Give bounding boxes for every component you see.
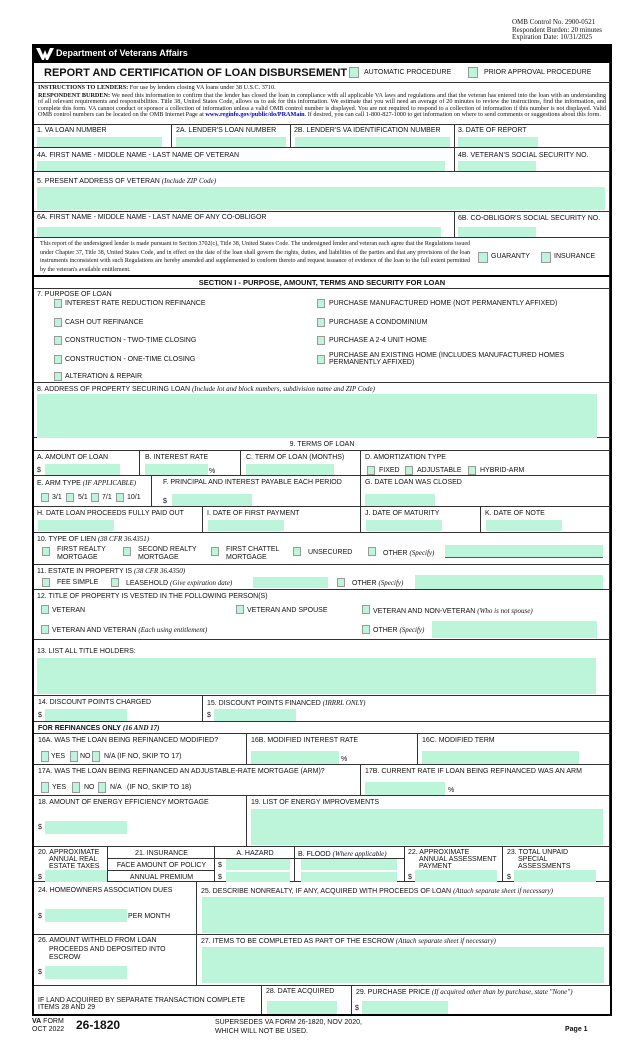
17a-no-checkbox[interactable] [72, 782, 80, 793]
escrow-amount-label [38, 937, 166, 963]
dollar-sign: $ [38, 824, 42, 831]
flood-hint: (Where applicable) [332, 850, 387, 858]
veteran-nonveteran-hint: (Who is not spouse) [477, 607, 533, 615]
arm-type-hint: (IF APPLICABLE) [82, 479, 137, 487]
estate-other-text: OTHER [352, 580, 377, 587]
purpose-label: 7. PURPOSE OF LOAN [37, 291, 112, 298]
16a-na-label [104, 753, 181, 761]
page-number: Page 1 [565, 1026, 588, 1033]
leasehold-text: LEASEHOLD [126, 580, 169, 587]
lender-va-id-label: 2B. LENDER'S VA IDENTIFICATION NUMBER [294, 127, 441, 134]
attach-hint: (Attach separate sheet if necessary) [453, 887, 553, 895]
leasehold-checkbox[interactable] [111, 578, 119, 587]
alteration-repair-checkbox[interactable] [54, 372, 62, 381]
veteran-address-label-text: 5. PRESENT ADDRESS OF VETERAN [37, 178, 160, 185]
16a-yes-checkbox[interactable] [41, 751, 49, 762]
veteran-veteran-hint: (Each using entitlement) [138, 626, 208, 634]
16a-no-checkbox[interactable] [70, 751, 78, 762]
16a-na-checkbox[interactable] [92, 751, 100, 762]
veteran-nonveteran-checkbox[interactable] [362, 605, 370, 614]
nonrealty-label [201, 887, 553, 896]
paid-out-label: H. DATE LOAN PROCEEDS FULLY PAID OUT [37, 510, 184, 517]
form-id [32, 1018, 64, 1034]
veteran-checkbox[interactable] [41, 605, 49, 614]
skip-17-text: (IF NO, SKIP TO 17) [117, 753, 182, 760]
current-arm-rate-label: 17B. CURRENT RATE IF LOAN BEING REFINANCED WAS AN ARM [365, 768, 582, 775]
estate-other-input[interactable] [415, 575, 603, 589]
energy-improvements-input[interactable] [251, 809, 603, 845]
purchase-price-label [356, 988, 573, 997]
burden-lead: RESPONDENT BURDEN: [38, 91, 111, 99]
supersedes-note [215, 1018, 362, 1036]
veteran-ssn-label: 4B. VETERAN'S SOCIAL SECURITY NO. [458, 152, 589, 159]
land-line-1: IF LAND ACQUIRED BY SEPARATE TRANSACTION COMPLETE [38, 997, 246, 1004]
arm-10-1-checkbox[interactable] [116, 493, 124, 502]
cash-out-checkbox[interactable] [54, 318, 62, 327]
footer-form: FORM [43, 1018, 64, 1025]
construction-two-time-checkbox[interactable] [54, 336, 62, 345]
manufactured-home-label: PURCHASE MANUFACTURED HOME (NOT PERMANENTLY AFFIXED) [329, 300, 558, 307]
title-holders-label: 13. LIST ALL TITLE HOLDERS: [37, 648, 136, 655]
taxes-line-1: 20. APPROXIMATE [38, 849, 100, 856]
property-address-label-text: 8. ADDRESS OF PROPERTY SECURING LOAN [37, 386, 191, 393]
escrow-line-3: ESCROW [49, 954, 81, 961]
discount-financed-label [207, 699, 366, 708]
escrow-line-2: PROCEEDS AND DEPOSITED INTO [49, 945, 166, 953]
interest-rate-label: B. INTEREST RATE [145, 454, 209, 461]
property-address-input[interactable] [37, 394, 597, 438]
second-realty-checkbox[interactable] [123, 547, 131, 556]
first-payment-input[interactable] [208, 520, 284, 531]
refi-modified-label: 16A. WAS THE LOAN BEING REFINANCED MODIFIED? [38, 737, 219, 744]
assessment-line-1: 22. APPROXIMATE [408, 849, 470, 856]
burden-text: We need this information to confirm that the lender has closed the loan in compliance with all applicable VA laws and regulations and that the veteran has entered into the loan with an understanding of all relevant requirements and responsibilities. Title 38, United States Code, allows us to ask for this information. We estimate that you will need an average of 20 minutes to review the instructions, find the information, and complete this form. VA cannot conduct or sponsor a collection of information unless a valid OMB control number is displayed. You are not required to respond to a collection of information if this number is not displayed. Valid OMB control numbers can be located on the OMB Internet Page at [38, 91, 606, 119]
adjustable-checkbox[interactable] [405, 466, 413, 475]
principal-interest-input[interactable] [172, 494, 252, 506]
agency-name: Department of Veterans Affairs [56, 48, 188, 58]
purchase-price-hint: (If acquired other than by purchase, state "None") [431, 988, 573, 996]
two-four-unit-label: PURCHASE A 2-4 UNIT HOME [329, 337, 427, 344]
hybrid-arm-checkbox[interactable] [468, 466, 476, 475]
assessment-input[interactable] [415, 870, 497, 882]
title-other-input[interactable] [432, 621, 597, 638]
arm-7-1-checkbox[interactable] [91, 493, 99, 502]
dollar-sign: $ [37, 467, 41, 474]
16a-no-label: NO [80, 753, 91, 760]
paid-out-input[interactable] [38, 520, 114, 531]
discount-charged-label: 14. DISCOUNT POINTS CHARGED [38, 699, 152, 706]
lien-label-text: 10. TYPE OF LIEN [37, 536, 97, 543]
veteran-ssn-input[interactable] [458, 161, 536, 171]
flood-face-input[interactable] [301, 859, 397, 870]
skip-18-text: (IF NO, SKIP TO 18) [127, 784, 192, 791]
section-1-title: SECTION I - PURPOSE, AMOUNT, TERMS AND SECURITY FOR LOAN [198, 278, 446, 287]
estate-hint: (38 CFR 36.4350) [134, 567, 186, 575]
escrow-amount-input[interactable] [45, 966, 127, 979]
escrow-items-text: 27. ITEMS TO BE COMPLETED AS PART OF THE ESCROW [201, 938, 394, 945]
percent-sign: % [209, 468, 216, 475]
omb-expiration: Expiration Date: 10/31/2025 [512, 33, 593, 41]
per-month-label: PER MONTH [128, 913, 170, 920]
hybrid-arm-label: HYBRID-ARM [480, 467, 525, 474]
specify-hint: (Specify) [409, 549, 435, 557]
insurance-checkbox[interactable] [541, 252, 551, 263]
lien-other-input[interactable] [445, 545, 603, 558]
17a-yes-checkbox[interactable] [41, 782, 49, 793]
existing-home-line-1: PURCHASE AN EXISTING HOME (INCLUDES MANUFACTURED HOMES [329, 352, 565, 359]
lender-va-id-input[interactable] [295, 137, 450, 147]
taxes-label [38, 849, 99, 870]
refinance-label [38, 724, 160, 733]
form-title: REPORT AND CERTIFICATION OF LOAN DISBURSEMENT [44, 67, 348, 79]
special-line-1: 23. TOTAL UNPAID [507, 849, 569, 856]
pra-link[interactable]: www.reginfo.gov/public/do/PRAMain [205, 111, 305, 119]
taxes-input[interactable] [45, 870, 107, 882]
assessment-line-2: ANNUAL ASSESSMENT [419, 856, 497, 863]
nonrealty-input[interactable] [202, 897, 604, 933]
amount-label: A. AMOUNT OF LOAN [37, 454, 109, 461]
discount-financed-text: 15. DISCOUNT POINTS FINANCED [207, 700, 321, 707]
fixed-checkbox[interactable] [367, 466, 375, 475]
percent-sign: % [341, 756, 348, 763]
veteran-spouse-label: VETERAN AND SPOUSE [247, 607, 328, 614]
instructions-text: For use by lenders closing VA loans under 38 U.S.C. 3710. [129, 84, 276, 91]
instructions [38, 85, 606, 119]
veteran-name-input[interactable] [37, 161, 445, 171]
alteration-repair-label: ALTERATION & REPAIR [65, 373, 143, 380]
purchase-price-input[interactable] [362, 1001, 448, 1014]
refinance-hint: (16 AND 17) [122, 724, 160, 732]
estate-label [37, 567, 185, 576]
specify-hint: (Specify) [399, 626, 425, 634]
existing-home-line-2: PERMANENTLY AFFIXED) [329, 359, 415, 366]
va-loan-number-label: 1. VA LOAN NUMBER [37, 127, 107, 134]
annual-premium-label: ANNUAL PREMIUM [129, 874, 194, 881]
date-acquired-input[interactable] [267, 1001, 337, 1014]
date-of-report-input[interactable] [458, 137, 538, 147]
omb-control: OMB Control No. 2900-0521 [512, 18, 596, 26]
insurance-label: INSURANCE [554, 253, 596, 260]
fee-simple-label: FEE SIMPLE [57, 579, 99, 586]
supersedes-line-1: SUPERSEDES VA FORM 26-1820, NOV 2020, [215, 1019, 362, 1026]
existing-home-checkbox[interactable] [317, 355, 325, 364]
irrrl-checkbox[interactable] [54, 299, 62, 308]
title-other-checkbox[interactable] [362, 625, 370, 634]
current-arm-rate-input[interactable] [365, 782, 445, 795]
dollar-sign: $ [38, 913, 42, 920]
arm-7-1-label: 7/1 [102, 494, 112, 501]
supersedes-line-2: WHICH WILL NOT BE USED. [215, 1028, 308, 1035]
energy-mortgage-input[interactable] [45, 821, 127, 834]
condominium-checkbox[interactable] [317, 318, 325, 327]
assessment-label [408, 849, 497, 870]
17a-yes-label: YES [52, 784, 67, 791]
escrow-items-label [201, 937, 496, 946]
interest-rate-input[interactable] [145, 464, 208, 475]
lien-label [37, 535, 149, 544]
date-acquired-label: 28. DATE ACQUIRED [266, 988, 335, 995]
burden-end: . If desired, you can call 1-800-827-1000 to get information on where to send comments or suggestions about this form. [304, 111, 601, 119]
prior-approval-label: PRIOR APPROVAL PROCEDURE [484, 69, 592, 76]
irrrl-label: INTEREST RATE REDUCTION REFINANCE [65, 300, 206, 307]
title-other-label [373, 626, 424, 635]
discount-financed-input[interactable] [214, 709, 296, 721]
veteran-address-hint: (Include ZIP Code) [161, 177, 217, 185]
dollar-sign: $ [507, 874, 511, 881]
date-closed-input[interactable] [365, 494, 435, 506]
first-payment-label: I. DATE OF FIRST PAYMENT [207, 510, 300, 517]
footer-va: VA [32, 1018, 42, 1025]
taxes-line-2: ANNUAL REAL [49, 856, 98, 863]
first-chattel-label [226, 546, 279, 562]
hoa-dues-label: 24. HOMEOWNERS ASSOCIATION DUES [38, 887, 173, 894]
dollar-sign: $ [38, 874, 42, 881]
dollar-sign: $ [38, 969, 42, 976]
principal-interest-label: F. PRINCIPAL AND INTEREST PAYABLE EACH PERIOD [163, 479, 342, 486]
energy-mortgage-label: 18. AMOUNT OF ENERGY EFFICIENCY MORTGAGE [38, 799, 209, 806]
construction-one-time-checkbox[interactable] [54, 355, 62, 364]
arm-3-1-checkbox[interactable] [41, 493, 49, 502]
estate-other-label [352, 579, 403, 588]
dollar-sign: $ [163, 498, 167, 505]
taxes-line-3: ESTATE TAXES [49, 863, 100, 870]
16a-yes-label: YES [51, 753, 66, 760]
dollar-sign: $ [408, 874, 412, 881]
modified-term-input[interactable] [422, 751, 579, 764]
insurance-label: 21. INSURANCE [135, 850, 188, 857]
hazard-label: A. HAZARD [236, 850, 274, 857]
estate-other-checkbox[interactable] [337, 578, 345, 587]
first-realty-label [57, 546, 106, 562]
na-text: N/A [104, 753, 116, 760]
first-realty-line-1: FIRST REALTY [57, 546, 106, 553]
dollar-sign: $ [218, 874, 222, 881]
automatic-procedure-checkbox[interactable] [349, 67, 359, 78]
arm-3-1-label: 3/1 [52, 494, 62, 501]
flood-premium-input[interactable] [301, 872, 397, 882]
prior-approval-checkbox[interactable] [468, 67, 478, 78]
term-input[interactable] [246, 464, 334, 475]
second-realty-label [138, 546, 197, 562]
percent-sign: % [448, 787, 455, 794]
title-holders-input[interactable] [37, 658, 596, 694]
arm-type-text: E. ARM TYPE [37, 480, 81, 487]
discount-financed-hint: (IRRRL ONLY) [322, 699, 366, 707]
veteran-nonveteran-label [373, 607, 533, 616]
construction-one-time-label: CONSTRUCTION - ONE-TIME CLOSING [65, 356, 196, 363]
dollar-sign: $ [207, 712, 211, 719]
instructions-lead: INSTRUCTIONS TO LENDERS: [38, 84, 129, 91]
property-address-label [37, 385, 375, 394]
amortization-label: D. AMORTIZATION TYPE [365, 454, 446, 461]
lien-other-text: OTHER [383, 550, 408, 557]
arm-5-1-label: 5/1 [78, 494, 88, 501]
modified-rate-input[interactable] [251, 751, 339, 764]
veteran-spouse-checkbox[interactable] [236, 605, 244, 614]
title-vested-label: 12. TITLE OF PROPERTY IS VESTED IN THE FOLLOWING PERSON(S) [37, 593, 268, 600]
cash-out-label: CASH OUT REFINANCE [65, 319, 144, 326]
veteran-address-input[interactable] [37, 187, 605, 210]
term-label: C. TERM OF LOAN (MONTHS) [246, 454, 345, 461]
coobligor-ssn-input[interactable] [458, 227, 536, 237]
modified-rate-label: 16B. MODIFIED INTEREST RATE [251, 737, 359, 744]
terms-of-loan-label: 9. TERMS OF LOAN [289, 441, 355, 448]
existing-home-label [329, 352, 564, 366]
property-address-hint: (Include lot and block numbers, subdivision name and ZIP Code) [191, 385, 375, 393]
date-closed-label: G. DATE LOAN WAS CLOSED [365, 479, 462, 486]
certification-text: This report of the undersigned lender is made pursuant to Section 3702(c), Title 38, United States Code. The undersigned lender and veteran each agree that the Regulations issued under Chapter 37, Title 38, United States Code, and in effect on the date of the loan shall govern the rights, duties, and liabilities of the parties and that any provisions of the loan instruments inconsistent with such Regulations are hereby amended and supplemented to conform thereto and request issuance of evidence of the loan to the full extent permitted by the veteran's available entitlement. [40, 241, 470, 273]
adjustable-label: ADJUSTABLE [417, 467, 462, 474]
assessment-line-3: PAYMENT [419, 863, 452, 870]
attach-hint: (Attach separate sheet if necessary) [395, 937, 496, 945]
condominium-label: PURCHASE A CONDOMINIUM [329, 319, 428, 326]
veteran-name-label: 4A. FIRST NAME - MIDDLE NAME - LAST NAME OF VETERAN [37, 152, 239, 159]
dollar-sign: $ [38, 712, 42, 719]
leasehold-expiration-input[interactable] [253, 577, 328, 588]
hazard-face-input[interactable] [226, 859, 290, 870]
special-assessments-input[interactable] [514, 870, 596, 882]
omb-burden: Respondent Burden: 20 minutes [512, 25, 603, 34]
omb-info [512, 19, 602, 42]
veteran-veteran-text: VETERAN AND VETERAN [52, 627, 137, 634]
nonrealty-text: 25. DESCRIBE NONREALTY, IF ANY, ACQUIRED WITH PROCEEDS OF LOAN [201, 888, 452, 895]
modified-term-label: 16C. MODIFIED TERM [422, 737, 495, 744]
fee-simple-checkbox[interactable] [42, 578, 50, 587]
lender-loan-number-input[interactable] [176, 137, 286, 147]
17a-no-label: NO [84, 784, 95, 791]
17a-na-checkbox[interactable] [98, 782, 106, 793]
veteran-veteran-label [52, 626, 207, 635]
construction-two-time-label: CONSTRUCTION - TWO-TIME CLOSING [65, 337, 197, 344]
lien-other-label [383, 549, 434, 558]
face-amount-label: FACE AMOUNT OF POLICY [116, 862, 207, 869]
maturity-label: J. DATE OF MATURITY [365, 510, 440, 517]
two-four-unit-checkbox[interactable] [317, 336, 325, 345]
hoa-dues-input[interactable] [45, 909, 127, 922]
discount-charged-input[interactable] [45, 709, 127, 721]
fixed-label: FIXED [379, 467, 400, 474]
lender-loan-number-label: 2A. LENDER'S LOAN NUMBER [176, 127, 277, 134]
special-line-3: ASSESSMENTS [518, 863, 571, 870]
escrow-line-1: 26. AMOUNT WITHELD FROM LOAN [38, 937, 157, 944]
veteran-label: VETERAN [52, 607, 86, 614]
veteran-veteran-checkbox[interactable] [41, 625, 49, 634]
automatic-procedure-label: AUTOMATIC PROCEDURE [364, 69, 452, 76]
date-of-note-label: K. DATE OF NOTE [485, 510, 545, 517]
refinance-text: FOR REFINANCES ONLY [38, 725, 121, 732]
guaranty-label: GUARANTY [491, 253, 530, 260]
first-realty-line-2: MORTGAGE [57, 554, 98, 561]
coobligor-name-input[interactable] [37, 227, 441, 237]
purchase-price-text: 29. PURCHASE PRICE [356, 989, 430, 996]
lien-other-checkbox[interactable] [368, 547, 376, 556]
date-of-report-label: 3. DATE OF REPORT [458, 127, 527, 134]
coobligor-ssn-label: 6B. CO-OBLIGOR'S SOCIAL SECURITY NO. [458, 215, 601, 222]
land-line-2: ITEMS 28 AND 29 [38, 1004, 96, 1011]
manufactured-home-checkbox[interactable] [317, 299, 325, 308]
coobligor-name-label: 6A. FIRST NAME - MIDDLE NAME - LAST NAME OF ANY CO-OBLIGOR [37, 214, 267, 221]
veteran-address-label [37, 177, 216, 186]
guaranty-checkbox[interactable] [478, 252, 488, 263]
footer-date: OCT 2022 [32, 1026, 65, 1033]
first-chattel-line-1: FIRST CHATTEL [226, 546, 280, 553]
energy-improvements-label: 19. LIST OF ENERGY IMPROVEMENTS [251, 799, 380, 806]
flood-label [298, 850, 387, 859]
special-assessments-label [507, 849, 571, 870]
17a-na-label: N/A [110, 784, 122, 791]
arm-type-label [37, 479, 136, 488]
amount-input[interactable] [45, 464, 120, 475]
special-line-2: SPECIAL [518, 856, 548, 863]
flood-text: B. FLOOD [298, 851, 331, 858]
arm-10-1-label: 10/1 [127, 494, 141, 501]
date-of-note-input[interactable] [486, 520, 562, 531]
unsecured-label: UNSECURED [308, 549, 353, 556]
leasehold-hint: (Give expiration date) [169, 579, 233, 587]
hazard-premium-input[interactable] [226, 872, 290, 882]
leasehold-label [126, 579, 232, 588]
maturity-input[interactable] [366, 520, 442, 531]
dollar-sign: $ [355, 1005, 359, 1012]
first-chattel-line-2: MORTGAGE [226, 554, 267, 561]
title-other-text: OTHER [373, 627, 398, 634]
second-realty-line-2: MORTGAGE [138, 554, 179, 561]
estate-label-text: 11. ESTATE IN PROPERTY IS [37, 568, 133, 575]
dollar-sign: $ [218, 862, 222, 869]
specify-hint: (Specify) [378, 579, 404, 587]
arm-5-1-checkbox[interactable] [66, 493, 74, 502]
second-realty-line-1: SECOND REALTY [138, 546, 197, 553]
land-label [38, 997, 245, 1011]
first-chattel-checkbox[interactable] [211, 547, 219, 556]
unsecured-checkbox[interactable] [293, 547, 301, 556]
va-loan-number-input[interactable] [37, 137, 162, 147]
refi-arm-label: 17A. WAS THE LOAN BEING REFINANCED AN ADJUSTABLE-RATE MORTGAGE (ARM)? [38, 768, 325, 775]
first-realty-checkbox[interactable] [42, 547, 50, 556]
form-number: 26-1820 [76, 1018, 121, 1032]
escrow-items-input[interactable] [202, 947, 604, 983]
lien-hint: (38 CFR 36.4351) [97, 535, 150, 543]
veteran-nonveteran-text: VETERAN AND NON-VETERAN [373, 608, 476, 615]
